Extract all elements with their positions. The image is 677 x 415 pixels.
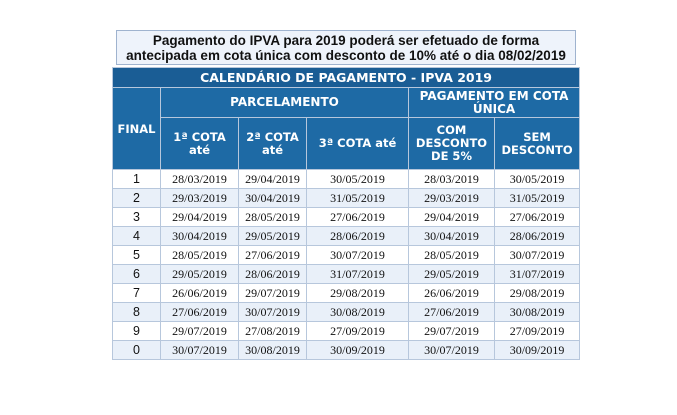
final-digit-cell: 1	[113, 170, 161, 189]
sem-desconto-cell: 28/06/2019	[495, 227, 580, 246]
cota-3-cell: 30/07/2019	[307, 246, 409, 265]
column-header-com-desconto: COM DESCONTO DE 5%	[409, 118, 495, 170]
table-row	[113, 170, 580, 189]
table-title: CALENDÁRIO DE PAGAMENTO - IPVA 2019	[113, 68, 580, 88]
cota-2-cell: 28/05/2019	[239, 208, 307, 227]
column-header-cota-2: 2ª COTA até	[239, 118, 307, 170]
sem-desconto-cell: 30/09/2019	[495, 341, 580, 360]
cota-1-cell: 26/06/2019	[161, 284, 239, 303]
cota-3-cell: 29/08/2019	[307, 284, 409, 303]
cota-1-cell: 30/04/2019	[161, 227, 239, 246]
cota-3-cell: 30/09/2019	[307, 341, 409, 360]
cota-1-cell: 27/06/2019	[161, 303, 239, 322]
table-row	[113, 303, 580, 322]
com-desconto-cell: 30/07/2019	[409, 341, 495, 360]
sem-desconto-cell: 27/06/2019	[495, 208, 580, 227]
final-digit-cell: 6	[113, 265, 161, 284]
cota-1-cell: 29/04/2019	[161, 208, 239, 227]
table-row	[113, 341, 580, 360]
cota-2-cell: 29/07/2019	[239, 284, 307, 303]
cota-2-cell: 30/08/2019	[239, 341, 307, 360]
sem-desconto-cell: 27/09/2019	[495, 322, 580, 341]
final-digit-cell: 9	[113, 322, 161, 341]
column-header-cota-1: 1ª COTA até	[161, 118, 239, 170]
announcement-banner: Pagamento do IPVA para 2019 poderá ser efetuado de forma antecipada em cota única com desconto de 10% até o dia 08/02/2019	[116, 30, 576, 65]
final-digit-cell: 7	[113, 284, 161, 303]
cota-1-cell: 30/07/2019	[161, 341, 239, 360]
sem-desconto-cell: 30/08/2019	[495, 303, 580, 322]
final-digit-cell: 4	[113, 227, 161, 246]
com-desconto-cell: 30/04/2019	[409, 227, 495, 246]
cota-2-cell: 29/04/2019	[239, 170, 307, 189]
final-column-header: FINAL	[113, 88, 161, 170]
com-desconto-cell: 29/04/2019	[409, 208, 495, 227]
final-digit-cell: 5	[113, 246, 161, 265]
com-desconto-cell: 29/05/2019	[409, 265, 495, 284]
cota-3-cell: 31/05/2019	[307, 189, 409, 208]
com-desconto-cell: 29/07/2019	[409, 322, 495, 341]
cota-2-cell: 27/06/2019	[239, 246, 307, 265]
final-digit-cell: 2	[113, 189, 161, 208]
cota-2-cell: 30/07/2019	[239, 303, 307, 322]
cota-1-cell: 29/05/2019	[161, 265, 239, 284]
cota-1-cell: 28/05/2019	[161, 246, 239, 265]
cota-2-cell: 28/06/2019	[239, 265, 307, 284]
cota-3-cell: 30/05/2019	[307, 170, 409, 189]
cota-1-cell: 29/07/2019	[161, 322, 239, 341]
cota-2-cell: 29/05/2019	[239, 227, 307, 246]
table-row	[113, 246, 580, 265]
sem-desconto-cell: 30/05/2019	[495, 170, 580, 189]
cota-3-cell: 31/07/2019	[307, 265, 409, 284]
final-digit-cell: 3	[113, 208, 161, 227]
table-row	[113, 208, 580, 227]
final-digit-cell: 0	[113, 341, 161, 360]
cota-2-cell: 30/04/2019	[239, 189, 307, 208]
column-header-sem-desconto: SEM DESCONTO	[495, 118, 580, 170]
com-desconto-cell: 26/06/2019	[409, 284, 495, 303]
com-desconto-cell: 27/06/2019	[409, 303, 495, 322]
com-desconto-cell: 28/03/2019	[409, 170, 495, 189]
cota-3-cell: 27/09/2019	[307, 322, 409, 341]
sem-desconto-cell: 30/07/2019	[495, 246, 580, 265]
column-header-cota-3: 3ª COTA até	[307, 118, 409, 170]
cota-3-cell: 28/06/2019	[307, 227, 409, 246]
sem-desconto-cell: 31/05/2019	[495, 189, 580, 208]
cota-2-cell: 27/08/2019	[239, 322, 307, 341]
ipva-document	[112, 30, 579, 360]
table-row	[113, 189, 580, 208]
cota-1-cell: 29/03/2019	[161, 189, 239, 208]
com-desconto-cell: 29/03/2019	[409, 189, 495, 208]
cota-1-cell: 28/03/2019	[161, 170, 239, 189]
parcelamento-header: PARCELAMENTO	[161, 88, 409, 118]
table-row	[113, 227, 580, 246]
sem-desconto-cell: 31/07/2019	[495, 265, 580, 284]
table-row	[113, 322, 580, 341]
table-row	[113, 265, 580, 284]
sem-desconto-cell: 29/08/2019	[495, 284, 580, 303]
final-digit-cell: 8	[113, 303, 161, 322]
cota-3-cell: 27/06/2019	[307, 208, 409, 227]
table-row	[113, 284, 580, 303]
cota-unica-header: PAGAMENTO EM COTA ÚNICA	[409, 88, 580, 118]
payment-calendar-table	[112, 67, 580, 360]
cota-3-cell: 30/08/2019	[307, 303, 409, 322]
com-desconto-cell: 28/05/2019	[409, 246, 495, 265]
